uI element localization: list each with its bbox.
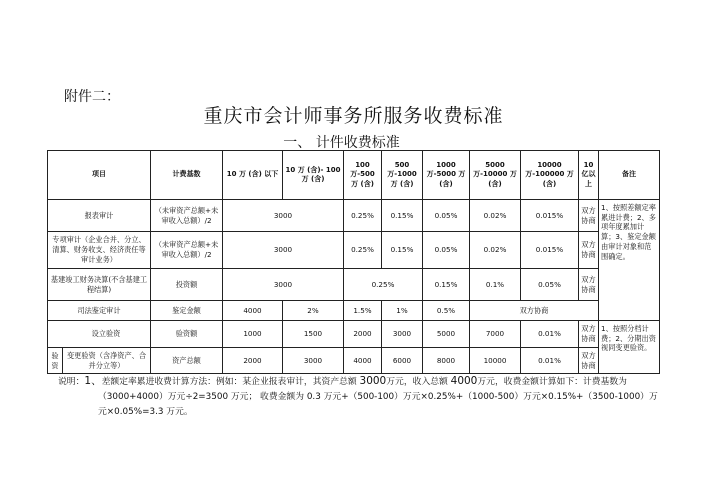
cell-basis: （未审资产总额+未审收入总额）/2 <box>151 200 223 232</box>
header-band-4: 500 万-1000 万 (含) <box>382 151 423 200</box>
cell-rate: 0.01% <box>521 321 579 348</box>
header-band-1: 10 万 (含) 以下 <box>223 151 283 200</box>
cell-rate: 1.5% <box>344 301 382 321</box>
cell-negotiate: 双方协商 <box>579 321 599 348</box>
table-row-setup-capital <box>48 321 660 348</box>
capital-group-text: 验资 <box>51 351 59 370</box>
cell-rate: 0.1% <box>470 269 521 301</box>
capital-group-wrap <box>48 348 150 373</box>
cell-rate: 0.15% <box>423 269 470 301</box>
cell-rate: 0.15% <box>382 200 423 232</box>
note-line-3: 元×0.05%=3.3 万元。 <box>98 407 193 417</box>
cell-negotiate: 双方协商 <box>579 348 599 374</box>
note-line-2: （3000+4000）万元÷2=3500 万元； 收费金额为 0.3 万元+（500-100）万元×0.25%+（1000-500）万元×0.15%+（3500-1000）万 <box>98 392 658 402</box>
header-band-8: 10 亿以上 <box>579 151 599 200</box>
cell-item: 司法鉴定审计 <box>48 301 151 321</box>
note-number: 3000 <box>359 375 387 387</box>
cell-value: 2000 <box>223 348 283 374</box>
cell-value: 4000 <box>223 301 283 321</box>
header-item: 项目 <box>48 151 151 200</box>
page-title: 重庆市会计师事务所服务收费标准 <box>203 105 504 127</box>
remark-lower: 1、按照分档计费；2、分期出资视同变更验资。 <box>599 321 660 374</box>
cell-basis: 资产总额 <box>151 348 223 374</box>
cell-value: 6000 <box>382 348 423 374</box>
attachment-label: 附件二： <box>64 89 120 105</box>
cell-rate: 0.01% <box>521 348 579 374</box>
header-band-3: 100 万-500 万 (含) <box>344 151 382 200</box>
cell-rate: 0.05% <box>521 269 579 301</box>
cell-value: 5000 <box>423 321 470 348</box>
header-remark: 备注 <box>599 151 660 200</box>
cell-rate: 0.15% <box>382 232 423 269</box>
header-basis: 计费基数 <box>151 151 223 200</box>
note-line-1 <box>58 374 688 390</box>
fee-note <box>58 374 688 420</box>
header-band-7: 10000 万-100000 万 (含) <box>521 151 579 200</box>
capital-group-label <box>48 348 63 374</box>
cell-rate: 2% <box>283 301 344 321</box>
cell-value: 4000 <box>344 348 382 374</box>
cell-basis: （未审资产总额+未审收入总额）/2 <box>151 232 223 269</box>
cell-basis: 鉴定金额 <box>151 301 223 321</box>
cell-rate: 0.05% <box>423 232 470 269</box>
cell-value: 10000 <box>470 348 521 374</box>
cell-value: 1500 <box>283 321 344 348</box>
cell-rate: 1% <box>382 301 423 321</box>
cell-flat-fee: 3000 <box>223 200 344 232</box>
cell-value: 7000 <box>470 321 521 348</box>
section-heading-text: 一、 计件收费标准 <box>283 135 400 151</box>
table-row-change-capital <box>48 348 660 374</box>
cell-rate: 0.25% <box>344 200 382 232</box>
cell-rate: 0.02% <box>470 232 521 269</box>
fee-table <box>47 150 660 374</box>
table-row-special-audit <box>48 232 660 269</box>
header-band-2: 10 万 (含)- 100 万 (含) <box>283 151 344 200</box>
cell-negotiate: 双方协商 <box>579 269 599 301</box>
header-band-5: 1000 万-5000 万 (含) <box>423 151 470 200</box>
cell-item: 基建竣工财务决算(不含基建工程结算) <box>48 269 151 301</box>
cell-rate: 0.015% <box>521 232 579 269</box>
cell-item: 报表审计 <box>48 200 151 232</box>
note-text-a: 差额定率累进收费计算方法：例如：某企业报表审计，其资产总额 <box>101 377 357 387</box>
cell-value: 3000 <box>283 348 344 374</box>
cell-rate: 0.25% <box>344 232 382 269</box>
section-heading <box>0 132 707 152</box>
note-index: 1、 <box>84 375 102 387</box>
cell-rate: 0.02% <box>470 200 521 232</box>
capital-group-wrap <box>48 321 150 347</box>
note-text-c: 万元，收费金额计算如下：计费基数为 <box>477 377 627 387</box>
cell-basis: 投资额 <box>151 269 223 301</box>
cell-rate: 0.25% <box>344 269 423 301</box>
note-number: 4000 <box>450 375 478 387</box>
cell-flat-fee: 3000 <box>223 269 344 301</box>
setup-item-label: 设立验资 <box>91 329 121 339</box>
cell-value: 2000 <box>344 321 382 348</box>
cell-value: 8000 <box>423 348 470 374</box>
cell-value: 1000 <box>223 321 283 348</box>
cell-rate: 0.015% <box>521 200 579 232</box>
table-row-construction <box>48 269 660 301</box>
cell-basis: 验资额 <box>151 321 223 348</box>
cell-flat-fee: 3000 <box>223 232 344 269</box>
cell-negotiate: 双方协商 <box>470 301 599 321</box>
cell-rate: 0.05% <box>423 200 470 232</box>
remark-upper: 1、按照差额定率累进计费；2、多项年度累加计算；3、鉴定金额由审计对象和范围确定。 <box>599 200 660 321</box>
change-item-label: 变更验资（含净资产、合并分立等） <box>66 350 147 370</box>
cell-negotiate: 双方协商 <box>579 232 599 269</box>
cell-value: 3000 <box>382 321 423 348</box>
table-row-report-audit <box>48 200 660 232</box>
cell-rate: 0.5% <box>423 301 470 321</box>
cell-item <box>48 348 151 374</box>
header-band-6: 5000 万-10000 万 (含) <box>470 151 521 200</box>
note-prefix: 说明： <box>58 377 85 387</box>
cell-item: 专项审计（企业合并、分立、清算、财务收支、经济责任等审计业务） <box>48 232 151 269</box>
note-text-b: 万元，收入总额 <box>386 377 448 387</box>
table-row-judicial <box>48 301 660 321</box>
cell-negotiate: 双方协商 <box>579 200 599 232</box>
header-row <box>48 151 660 200</box>
cell-item <box>48 321 151 348</box>
